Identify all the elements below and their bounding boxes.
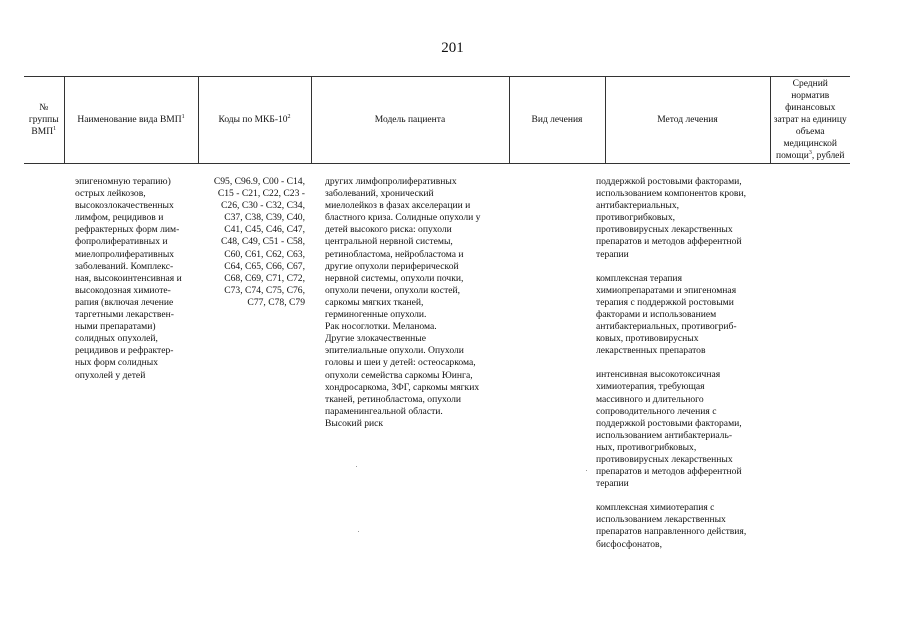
scan-speck — [586, 470, 587, 471]
text-line: терапия с поддержкой ростовыми — [596, 296, 734, 308]
text-line: использованием компонентов крови, — [596, 188, 746, 200]
text-line: миелопролиферативных — [75, 248, 175, 260]
text-line: ретинобластома, нейробластома и — [325, 248, 464, 260]
header-average-cost-line: затрат на единицу — [773, 115, 847, 125]
patient-model-cell — [325, 176, 497, 430]
text-line: заболеваний. Комплекс- — [75, 260, 174, 272]
text-line: других лимфопролиферативных — [325, 176, 457, 187]
header-group-number — [24, 77, 64, 164]
scan-speck — [358, 531, 359, 532]
text-line: терапии — [596, 248, 629, 260]
text-line: химиопрепаратами и эпигеномная — [596, 284, 737, 296]
text-line: высокодозная химиоте- — [75, 284, 171, 296]
text-line: высокозлокачественных — [75, 200, 174, 212]
header-group-number-line1: № — [39, 103, 49, 113]
text-line: противогрибковых, — [596, 212, 676, 224]
text-line: головы и шеи у детей: остеосаркома, — [325, 357, 476, 369]
header-average-cost-line: Средний — [792, 79, 828, 89]
text-line: опухоли печени, опухоли костей, — [325, 284, 461, 296]
text-line: тканей, ретинобластома, опухоли — [325, 393, 462, 405]
scan-speck — [356, 466, 357, 467]
text-line: C95, C96.9, C00 - C14, — [213, 176, 305, 187]
text-line: поддержкой ростовыми факторами, — [596, 417, 742, 429]
header-vmp-name-footnote: 1 — [181, 113, 185, 120]
text-line: C73, C74, C75, C76, — [224, 284, 305, 296]
text-line: рефрактерных форм лим- — [75, 224, 180, 236]
header-group-number-line3: ВМП — [31, 127, 54, 137]
method-paragraph — [596, 369, 766, 490]
text-line: опухолей у детей — [75, 369, 146, 381]
text-line: Рак носоглотки. Меланома. — [325, 321, 437, 333]
header-average-cost-line: объема — [795, 127, 825, 137]
text-line: антибактериальных, — [596, 200, 680, 212]
header-average-cost-line: финансовых — [785, 103, 836, 113]
header-icd-codes-text: Коды по МКБ-10 — [218, 115, 288, 125]
text-line: Другие злокачественные — [325, 333, 426, 345]
text-line: факторами и использованием — [596, 308, 717, 320]
text-line: таргетными лекарствен- — [75, 309, 174, 321]
text-line: C37, C38, C39, C40, — [224, 212, 305, 224]
text-line: заболеваний, хронический — [325, 188, 434, 200]
header-icd-codes — [198, 77, 311, 164]
text-line: использованием лекарственных — [596, 514, 726, 526]
text-line: хондросаркома, ЗФГ, саркомы мягких — [325, 381, 480, 393]
text-line: C41, C45, C46, C47, — [224, 224, 305, 236]
text-line: бисфосфонатов, — [596, 538, 662, 550]
text-line: ная, высокоинтенсивная и — [75, 272, 182, 284]
text-line: эпителиальные опухоли. Опухоли — [325, 345, 464, 357]
text-line: опухоли семейства саркомы Юинга, — [325, 369, 473, 381]
text-line: миелолейкоз в фазах акселерации и — [325, 200, 471, 212]
text-line: C26, C30 - C32, C34, — [221, 200, 305, 212]
text-line: бластного криза. Солидные опухоли у — [325, 212, 481, 224]
header-group-number-line2: группы — [28, 115, 59, 125]
text-line: комплексная химиотерапия с — [596, 502, 715, 514]
vmp-name-cell — [75, 176, 199, 382]
text-line: терапии — [596, 478, 629, 490]
text-line: саркомы мягких тканей, — [325, 296, 424, 308]
text-line: C15 - C21, C22, C23 - — [217, 188, 305, 200]
header-treatment-type: Вид лечения — [509, 77, 605, 164]
text-line: солидных опухолей, — [75, 333, 158, 345]
header-icd-codes-footnote: 2 — [287, 113, 291, 120]
text-line: препаратов направленного действия, — [596, 526, 747, 538]
method-paragraph — [596, 273, 766, 358]
text-line: детей высокого риска: опухоли — [325, 224, 452, 236]
text-line: ных форм солидных — [75, 357, 159, 369]
method-paragraph — [596, 176, 766, 261]
text-line: препаратов и методов афферентной — [596, 236, 742, 248]
header-average-cost-footnote: 3 — [808, 149, 812, 156]
method-paragraph — [596, 502, 766, 550]
text-line: Высокий риск — [325, 417, 384, 429]
text-line: массивного и длительного — [596, 393, 704, 405]
header-average-cost — [770, 77, 850, 164]
text-line: комплексная терапия — [596, 272, 682, 284]
table-header — [24, 76, 850, 164]
text-line: использованием антибактериаль- — [596, 429, 733, 441]
header-average-cost-line: медицинской — [783, 139, 837, 149]
text-line: ными препаратами) — [75, 321, 156, 333]
header-treatment-method: Метод лечения — [605, 77, 770, 164]
text-line: C60, C61, C62, C63, — [224, 248, 305, 260]
text-line: ковых, противовирусных — [596, 333, 699, 345]
text-line: C77, C78, C79 — [247, 296, 305, 308]
header-group-number-footnote: 1 — [53, 125, 57, 132]
text-line: другие опухоли периферической — [325, 260, 459, 272]
text-line: лимфом, рецидивов и — [75, 212, 164, 224]
text-line: рецидивов и рефрактер- — [75, 345, 174, 357]
text-line: лекарственных препаратов — [596, 345, 706, 357]
text-line: поддержкой ростовыми факторами, — [596, 176, 742, 187]
header-vmp-name-text: Наименование вида ВМП — [77, 115, 182, 125]
treatment-method-cell — [596, 176, 766, 563]
text-line: нервной системы, опухоли почки, — [325, 272, 464, 284]
header-patient-model: Модель пациента — [311, 77, 509, 164]
text-line: герминогенные опухоли. — [325, 309, 427, 321]
text-line: сопроводительного лечения с — [596, 405, 717, 417]
page-number: 201 — [441, 40, 464, 56]
icd-codes-cell — [205, 176, 305, 309]
text-line: ных, противогрибковых, — [596, 441, 697, 453]
text-line: фопролиферативных и — [75, 236, 168, 248]
text-line: антибактериальных, противогриб- — [596, 321, 737, 333]
text-line: противовирусных лекарственных — [596, 453, 733, 465]
text-line: эпигеномную терапию) — [75, 176, 171, 187]
header-average-cost-last-a: помощи — [776, 151, 809, 161]
text-line: параменингеальной области. — [325, 405, 443, 417]
text-line: рапия (включая лечение — [75, 296, 174, 308]
text-line: C48, C49, C51 - C58, — [221, 236, 305, 248]
text-line: химиотерапия, требующая — [596, 381, 705, 393]
text-line: центральной нервной системы, — [325, 236, 453, 248]
text-line: острых лейкозов, — [75, 188, 146, 200]
text-line: C68, C69, C71, C72, — [224, 272, 305, 284]
header-average-cost-line: норматив — [791, 91, 830, 101]
header-vmp-name — [64, 77, 198, 164]
text-line: противовирусных лекарственных — [596, 224, 733, 236]
header-average-cost-last-b: , рублей — [811, 151, 845, 161]
text-line: препаратов и методов афферентной — [596, 466, 742, 478]
text-line: интенсивная высокотоксичная — [596, 369, 721, 381]
text-line: C64, C65, C66, C67, — [224, 260, 305, 272]
